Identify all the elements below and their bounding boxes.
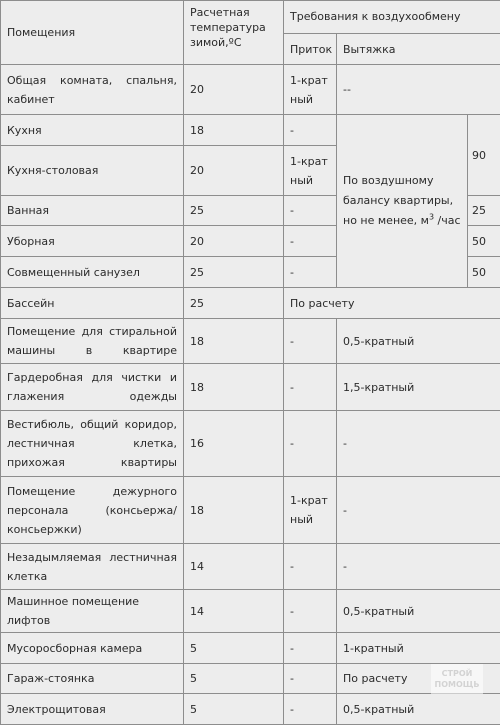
- table-row: [1, 477, 500, 544]
- inflow-cell: -: [284, 364, 337, 411]
- air-exchange-cell: По расчету: [284, 288, 500, 319]
- inflow-cell: -: [284, 411, 337, 477]
- room-cell: Машинное помещение лифтов: [1, 590, 184, 633]
- header-temperature: Расчетная температура зимой,ºС: [184, 1, 284, 65]
- exhaust-cell: -: [337, 477, 500, 544]
- header-exhaust: Вытяжка: [337, 34, 500, 65]
- inflow-cell: 1-кратный: [284, 477, 337, 544]
- room-cell: Помещение для стиральной машины в квартире: [1, 319, 184, 364]
- header-inflow: Приток: [284, 34, 337, 65]
- temperature-cell: 20: [184, 65, 284, 115]
- inflow-cell: -: [284, 633, 337, 664]
- table-row: [1, 319, 500, 364]
- temperature-cell: 18: [184, 364, 284, 411]
- inflow-cell: -: [284, 694, 337, 725]
- temperature-cell: 5: [184, 664, 284, 694]
- header-row: [1, 1, 500, 34]
- room-cell: Мусоросборная камера: [1, 633, 184, 664]
- header-air-exchange: Требования к воздухообмену: [284, 1, 500, 34]
- table-row: [1, 664, 500, 694]
- table-row: [1, 364, 500, 411]
- room-cell: Вестибюль, общий коридор, лестничная клетка, прихожая квартиры: [1, 411, 184, 477]
- inflow-cell: -: [284, 115, 337, 146]
- room-cell: Уборная: [1, 226, 184, 257]
- exhaust-cell: -: [337, 411, 500, 477]
- room-cell: Ванная: [1, 196, 184, 226]
- min-rate-cell: 50: [468, 257, 500, 288]
- min-rate-cell: 90: [468, 115, 500, 196]
- exhaust-cell: -: [337, 544, 500, 590]
- air-balance-text: По воздушному балансу квартиры, но не менее, м: [343, 174, 453, 227]
- inflow-cell: -: [284, 196, 337, 226]
- site-watermark-logo: [431, 664, 483, 694]
- room-cell: Электрощитовая: [1, 694, 184, 725]
- room-cell: Кухня: [1, 115, 184, 146]
- inflow-cell: 1-кратный: [284, 146, 337, 196]
- table-row: [1, 65, 500, 115]
- temperature-cell: 14: [184, 590, 284, 633]
- air-balance-unit: /час: [434, 214, 461, 227]
- exhaust-cell: 0,5-кратный: [337, 319, 500, 364]
- room-cell: Общая комната, спальня, кабинет: [1, 65, 184, 115]
- table-row: [1, 115, 500, 146]
- temperature-cell: 5: [184, 633, 284, 664]
- table-row: [1, 411, 500, 477]
- min-rate-cell: 25: [468, 196, 500, 226]
- temperature-cell: 18: [184, 477, 284, 544]
- inflow-cell: -: [284, 590, 337, 633]
- exhaust-cell: 1,5-кратный: [337, 364, 500, 411]
- air-balance-note: [337, 115, 468, 288]
- inflow-cell: -: [284, 226, 337, 257]
- inflow-cell: -: [284, 544, 337, 590]
- header-rooms: Помещения: [1, 1, 184, 65]
- table-row: [1, 288, 500, 319]
- watermark-line-2: ПОМОЩЬ: [431, 679, 483, 690]
- room-cell: Бассейн: [1, 288, 184, 319]
- inflow-cell: -: [284, 257, 337, 288]
- inflow-cell: 1-кратный: [284, 65, 337, 115]
- temperature-cell: 20: [184, 146, 284, 196]
- temperature-cell: 20: [184, 226, 284, 257]
- inflow-cell: -: [284, 664, 337, 694]
- room-cell: Совмещенный санузел: [1, 257, 184, 288]
- exhaust-cell: 1-кратный: [337, 633, 500, 664]
- temperature-cell: 25: [184, 288, 284, 319]
- temperature-cell: 14: [184, 544, 284, 590]
- table-row: [1, 544, 500, 590]
- exhaust-cell: --: [337, 65, 500, 115]
- room-cell: Незадымляемая лестничная клетка: [1, 544, 184, 590]
- table-row: [1, 590, 500, 633]
- room-cell: Гараж-стоянка: [1, 664, 184, 694]
- temperature-cell: 25: [184, 196, 284, 226]
- room-cell: Помещение дежурного персонала (консьержа/ консьержки): [1, 477, 184, 544]
- temperature-cell: 5: [184, 694, 284, 725]
- exhaust-cell: 0,5-кратный: [337, 590, 500, 633]
- table-row: [1, 633, 500, 664]
- temperature-cell: 16: [184, 411, 284, 477]
- temperature-cell: 18: [184, 319, 284, 364]
- exhaust-cell: 0,5-кратный: [337, 694, 500, 725]
- table-row: [1, 694, 500, 725]
- inflow-cell: -: [284, 319, 337, 364]
- room-cell: Гардеробная для чистки и глажения одежды: [1, 364, 184, 411]
- air-balance-unit-exponent: 3: [429, 212, 434, 221]
- min-rate-cell: 50: [468, 226, 500, 257]
- temperature-cell: 18: [184, 115, 284, 146]
- exhaust-cell: По расчету: [337, 664, 500, 694]
- temperature-cell: 25: [184, 257, 284, 288]
- room-cell: Кухня-столовая: [1, 146, 184, 196]
- watermark-line-1: СТРОЙ: [431, 668, 483, 679]
